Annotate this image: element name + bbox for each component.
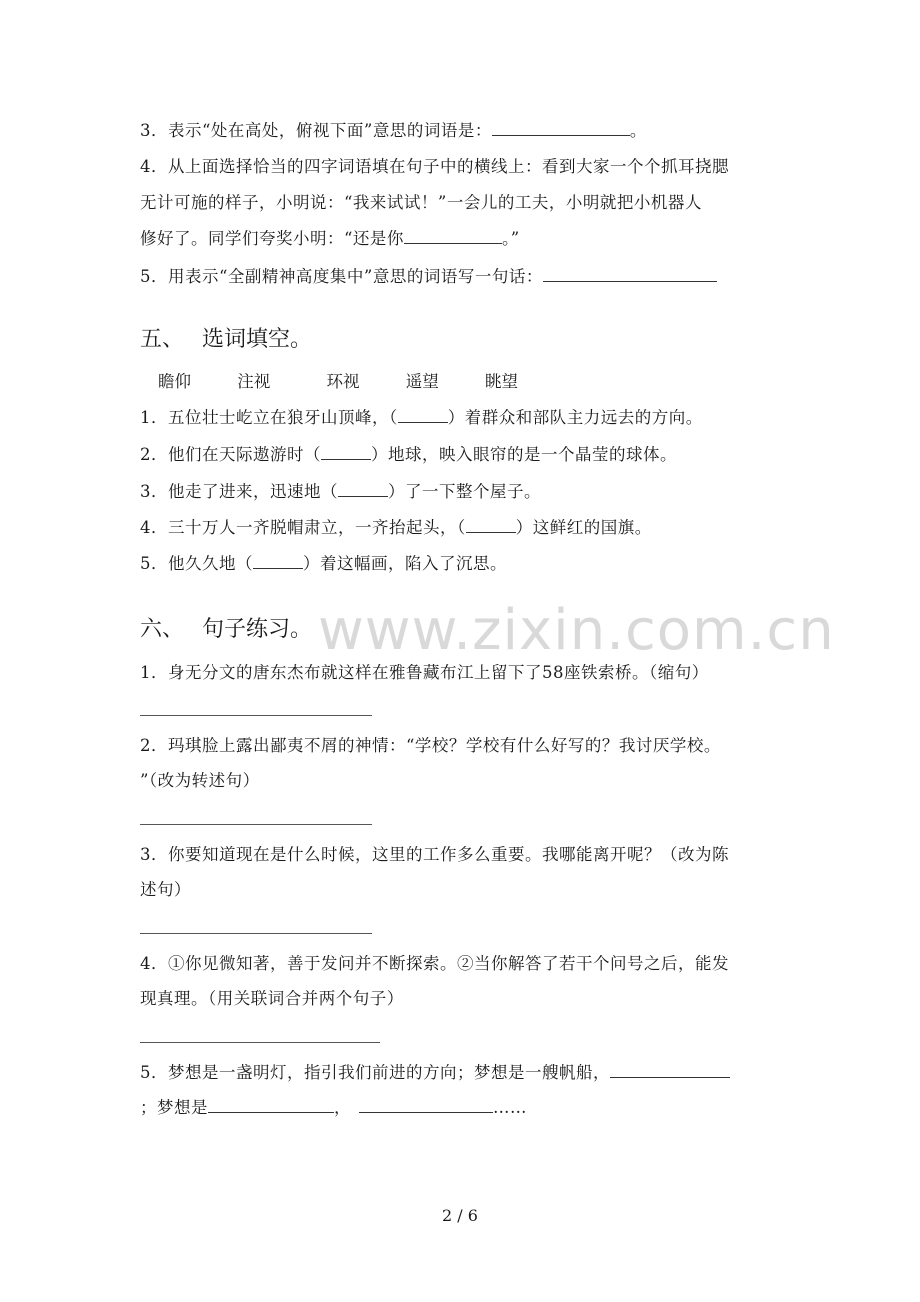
question-5-1: 1．五位壮士屹立在狼牙山顶峰，（ ）着群众和部队主力远去的方向。 [140,408,703,427]
question-5-5: 5．他久久地（ ）着这幅画，陷入了沉思。 [140,554,507,573]
blank[interactable] [321,445,371,460]
section-5-heading: 五、 选词填空。 [140,327,313,352]
answer-line[interactable] [140,1042,380,1043]
blank[interactable] [404,229,502,244]
question-4-4-line3: 修好了。同学们夸奖小明：“还是你 。” [140,229,520,248]
word-bank-item: 遥望 [405,372,439,391]
word-bank-item: 注视 [237,372,271,391]
question-6-5-line2: ；梦想是 ， …… [140,1098,527,1117]
answer-line[interactable] [140,933,372,934]
blank[interactable] [492,121,630,136]
answer-line[interactable] [140,715,372,716]
question-6-5-line1: 5．梦想是一盏明灯，指引我们前进的方向；梦想是一艘帆船， [140,1063,730,1083]
page-number: 2 / 6 [442,1206,478,1225]
blank[interactable] [208,1098,334,1113]
blank[interactable] [359,1098,493,1113]
question-4-3: 3．表示“处在高处，俯视下面”意思的词语是： 。 [140,121,647,140]
blank[interactable] [253,554,303,569]
question-5-4: 4．三十万人一齐脱帽肃立，一齐抬起头，（ ）这鲜红的国旗。 [140,518,652,537]
question-6-2-line2: ”（改为转述句） [140,771,260,790]
question-5-3: 3．他走了进来，迅速地（ ）了一下整个屋子。 [140,482,541,501]
word-bank-item: 瞻仰 [158,372,191,391]
question-6-4-line2: 现真理。（用关联词合并两个句子） [140,989,404,1008]
question-5-2: 2．他们在天际遨游时（ ）地球，映入眼帘的是一个晶莹的球体。 [140,445,677,464]
question-6-4-line1: 4．①你见微知著，善于发问并不断探索。②当你解答了若干个问号之后，能发 [140,954,729,973]
question-6-3-line1: 3．你要知道现在是什么时候，这里的工作多么重要。我哪能离开呢？（改为陈 [140,845,729,864]
question-6-3-line2: 述句） [140,880,191,899]
blank[interactable] [398,408,448,423]
question-6-1: 1．身无分文的唐东杰布就这样在雅鲁藏布江上留下了58座铁索桥。（缩句） [140,663,709,682]
blank[interactable] [543,267,717,282]
answer-line[interactable] [140,824,372,825]
blank[interactable] [338,482,388,497]
question-4-4-line2: 无计可施的样子，小明说：“我来试试！”一会儿的工夫，小明就把小机器人 [140,193,702,212]
word-bank-item: 眺望 [485,372,518,391]
word-bank-item: 环视 [326,372,360,391]
question-4-4-line1: 4．从上面选择恰当的四字词语填在句子中的横线上：看到大家一个个抓耳挠腮 [140,157,729,176]
section-6-heading: 六、 句子练习。 [140,617,313,642]
question-6-2-line1: 2．玛琪脸上露出鄙夷不屑的神情：“学校？学校有什么好写的？我讨厌学校。 [140,736,721,755]
word-bank [158,372,518,392]
question-4-5: 5．用表示“全副精神高度集中”意思的词语写一句话： [140,267,717,287]
watermark: www.zixin.com.cn [318,598,835,663]
blank[interactable] [466,518,516,533]
blank[interactable] [610,1063,730,1078]
